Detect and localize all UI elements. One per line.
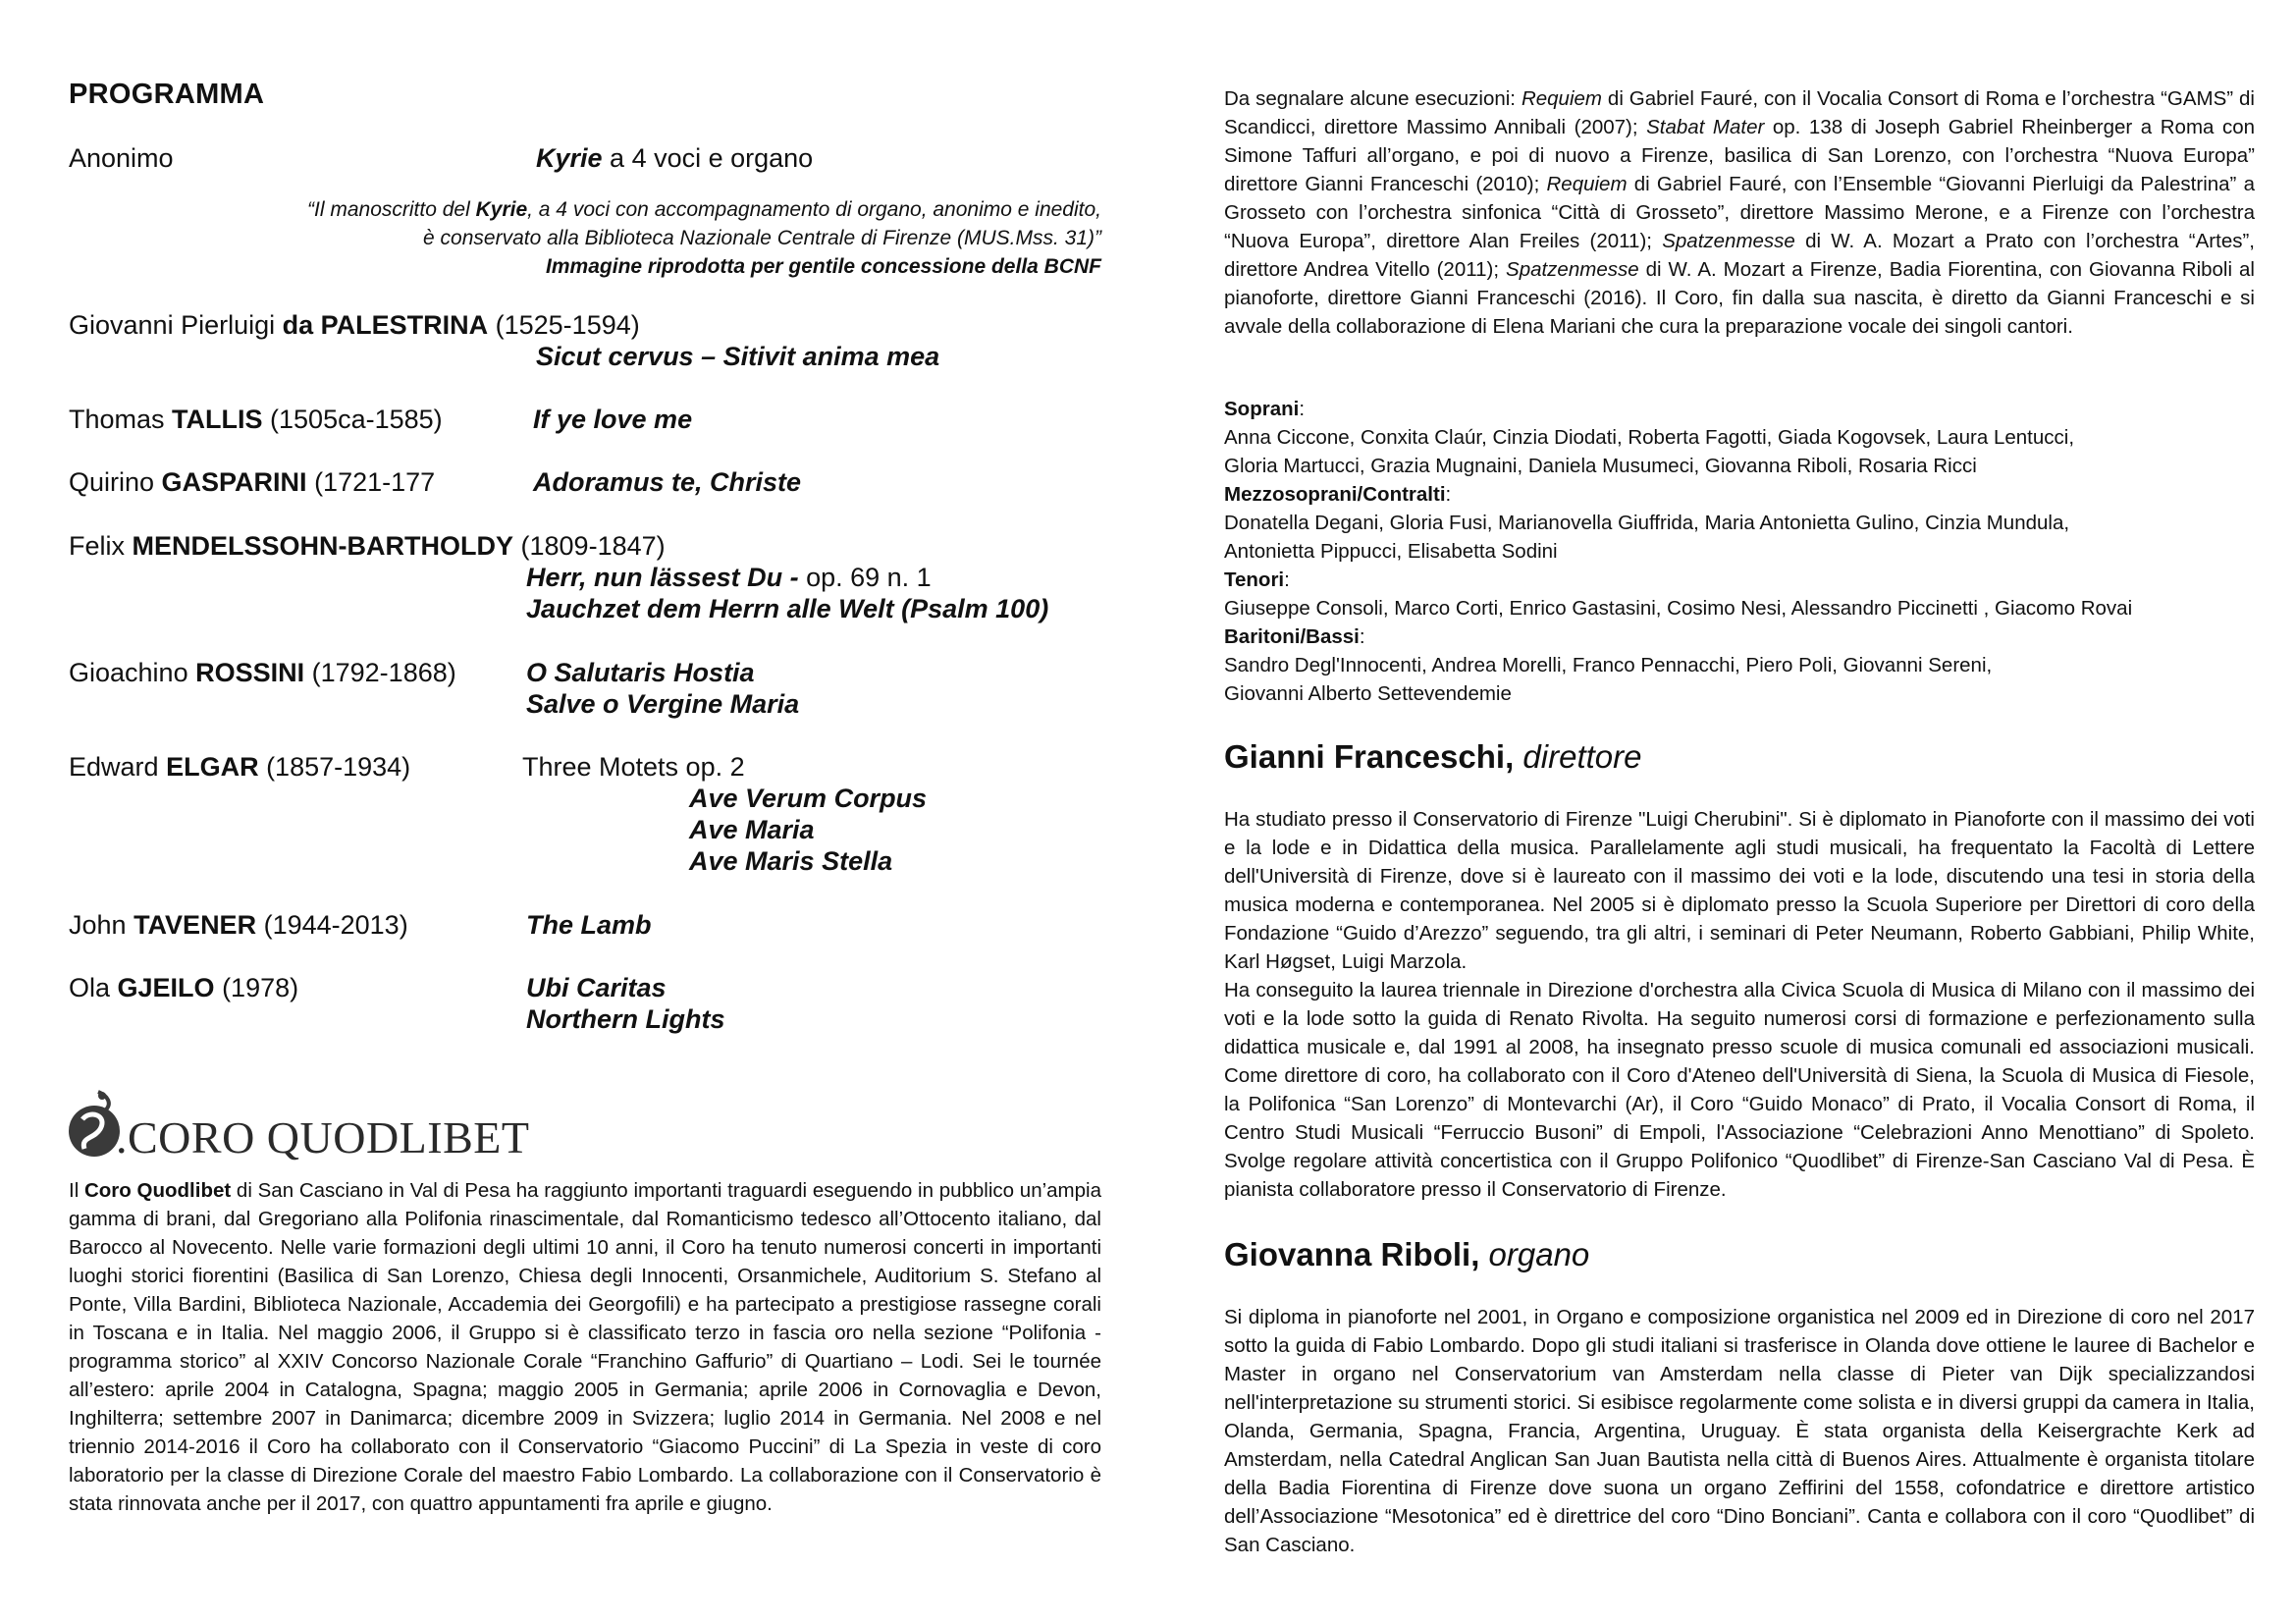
voice-label: Baritoni/Bassi: [1224, 625, 1365, 648]
coro-quodlibet-logo [69, 1090, 530, 1163]
program-item-tavener: John TAVENER (1944-2013) [69, 910, 408, 940]
program-item-gasparini: Quirino GASPARINI (1721-177 [69, 467, 436, 497]
work-title: Ave Verum Corpus [689, 784, 928, 813]
work-title: Salve o Vergine Maria [526, 689, 800, 719]
work-title: Herr, nun lässest Du - op. 69 n. 1 [526, 563, 932, 592]
set-title: Three Motets op. 2 [522, 752, 745, 782]
voice-names: Sandro Degl'Innocenti, Andrea Morelli, Franco Pennacchi, Piero Poli, Giovanni Sereni, [1224, 654, 1993, 676]
note-line: è conservato alla Biblioteca Nazionale Centrale di Firenze (MUS.Mss. 31)” [423, 227, 1101, 249]
program-item-mendelssohn: Felix MENDELSSOHN-BARTHOLDY (1809-1847) [69, 531, 666, 561]
program-item-anonimo [69, 143, 174, 174]
performances-paragraph: Da segnalare alcune esecuzioni: Requiem di Gabriel Fauré, con il Vocalia Consort di Roma e l’orchestra “GAMS” di Scandicci, direttore Massimo Annibali (2007); Stabat Mater op. 138 di Joseph Gabriel Rheinberger a Roma con Simone Taffuri all’organo, e poi di nuovo a Firenze, basilica di San Lorenzo, con l’orchestra “Nuova Europa” direttore Gianni Franceschi (2010); Requiem di Gabriel Fauré, con l’Ensemble “Giovanni Pierluigi da Palestrina” a Grosseto con l’orchestra sinfonica “Città di Grosseto”, direttore Massimo Merone, e a Firenze con l’orchestra “Nuova Europa”, direttore Alan Freiles (2011); Spatzenmesse di W. A. Mozart a Prato con l’orchestra “Artes”, direttore Andrea Vitello (2011); Spatzenmesse di W. A. Mozart a Firenze, Badia Fiorentina, con Giovanna Riboli al pianoforte, direttore Gianni Franceschi (2016). Il Coro, fin dalla sua nascita, è diretto da Gianni Franceschi e si avvale della collaborazione di Elena Mariani che cura la preparazione vocale dei singoli cantori. [1224, 87, 2256, 338]
voice-names: Donatella Degani, Gloria Fusi, Marianovella Giuffrida, Maria Antonietta Gulino, Cinzia Mundula, [1224, 512, 2070, 534]
voice-names: Giuseppe Consoli, Marco Corti, Enrico Gastasini, Cosimo Nesi, Alessandro Piccinetti , Giacomo Rovai [1224, 597, 2133, 620]
voice-names: Antonietta Pippucci, Elisabetta Sodini [1224, 540, 1558, 563]
work-title: The Lamb [526, 910, 652, 940]
work-title: Ave Maris Stella [689, 846, 893, 876]
bio-paragraph: Ha studiato presso il Conservatorio di Firenze "Luigi Cherubini". Si è diplomato in Pianoforte con il massimo dei voti e la lode e in Didattica della musica. Parallelamente agli studi musicali, ha frequentato la Facoltà di Lettere dell'Università di Firenze, dove si è laureato con il massimo dei voti e la lode, discutendo una tesi in storia della musica moderna e contemporanea. Nel 2005 si è diplomato presso la Scuola Superiore per Direttori di coro della Fondazione “Guido d’Arezzo” seguendo, tra gli altri, i seminari di Peter Neumann, Roberto Gabbiani, Philip White, Karl Høgset, Luigi Marzola. [1224, 808, 2255, 973]
riboli-bio: Si diploma in pianoforte nel 2001, in Organo e composizione organistica nel 2009 ed in Direzione di coro nel 2017 sotto la guida di Fabio Lombardo. Dopo gli studi italiani si trasferisce in Olanda dove ottiene le lauree di Bachelor e Master in organo nel Conservatorium van Amsterdam nella classe di Pieter van Dijk specializzandosi nell'interpretazione su strumenti storici. Si esibisce regolarmente come solista e in diversi gruppi da camera in Italia, Olanda, Germania, Spagna, Francia, Argentina, Uruguay. È stata organista della Keisergrachte Kerk ad Amsterdam, nella Catedral Anglican San Juan Bautista nella città di Buenos Aires. Attualmente è organista titolare della Badia Fiorentina di Firenze dove suona un organo Zeffirini del 1558, cofondatrice e direttore artistico dell’Associazione “Mesotonica” ed è direttrice del coro “Dino Bonciani”. Canta e collabora con il coro “Quodlibet” di San Casciano. [1224, 1306, 2255, 1556]
program-item-tallis: Thomas TALLIS (1505ca-1585) [69, 405, 443, 434]
voice-names: Giovanni Alberto Settevendemie [1224, 682, 1512, 705]
composer-name: Anonimo [69, 143, 174, 173]
work-title: Jauchzet dem Herrn alle Welt (Psalm 100) [526, 594, 1049, 623]
program-item-elgar: Edward ELGAR (1857-1934) [69, 752, 411, 782]
program-item-gjeilo: Ola GJEILO (1978) [69, 973, 299, 1002]
voice-label: Soprani: [1224, 398, 1306, 420]
program-heading: PROGRAMMA [69, 79, 265, 110]
manuscript-note [69, 195, 1101, 281]
franceschi-title: Gianni Franceschi, direttore [1224, 738, 1642, 775]
work-title: If ye love me [533, 405, 693, 434]
bio-paragraph: Ha conseguito la laurea triennale in Direzione d'orchestra alla Civica Scuola di Musica di Milano con il massimo dei voti e la lode sotto la guida di Renato Rivolta. Ha seguito numerosi corsi di formazione e perfezionamento sulla didattica musicale e, dal 1991 al 2008, ha insegnato presso scuole di musica comunali ed associazioni musicali. Come direttore di coro, ha collaborato con il Coro d'Ateneo dell'Università di Siena, la Scuola di Musica di Fiesole, la Polifonica “San Lorenzo” di Montevarchi (Ar), il Coro “Guido Monaco” di Prato, il Vocalia Consort di Roma, il Centro Studi Musicali “Ferruccio Busoni” di Empoli, l'Associazione “Celebrazioni Anno Menottiano” di Spoleto. Svolge regolare attività concertistica con il Gruppo Polifonico “Quodlibet” di Firenze-San Casciano Val di Pesa. È pianista collaboratore presso il Conservatorio di Firenze. [1224, 979, 2255, 1201]
voice-label: Mezzosoprani/Contralti: [1224, 483, 1452, 506]
note-credit: Immagine riprodotta per gentile concessione della BCNF [546, 255, 1101, 278]
voice-names: Gloria Martucci, Grazia Mugnaini, Daniela Musumeci, Giovanna Riboli, Rosaria Ricci [1224, 455, 1977, 477]
voice-names: Anna Ciccone, Conxita Claúr, Cinzia Diodati, Roberta Fagotti, Giada Kogovsek, Laura Lentucci, [1224, 426, 2075, 449]
franceschi-bio [1224, 805, 2255, 1204]
work-title: Ave Maria [689, 815, 815, 844]
note-line: “Il manoscritto del Kyrie, a 4 voci con accompagnamento di organo, anonimo e inedito, [307, 198, 1101, 221]
work-title: Ubi Caritas [526, 973, 667, 1002]
program-item-rossini: Gioachino ROSSINI (1792-1868) [69, 658, 456, 687]
work-title: Kyrie a 4 voci e organo [536, 143, 814, 173]
coro-description: Il Coro Quodlibet di San Casciano in Val di Pesa ha raggiunto importanti traguardi eseguendo in pubblico un’ampia gamma di brani, dal Gregoriano alla Polifonia rinascimentale, dal Romanticismo tedesco all’Ottocento italiano, dal Barocco al Novecento. Nelle varie formazioni degli ultimi 10 anni, il Coro ha tenuto numerosi concerti in importanti luoghi storici fiorentini (Basilica di San Lorenzo, Chiesa degli Innocenti, Orsanmichele, Auditorium S. Stefano al Ponte, Villa Bardini, Biblioteca Nazionale, Accademia dei Georgofili) e ha partecipato a prestigiose rassegne corali in Toscana e in Italia. Nel maggio 2006, il Gruppo si è classificato terzo in fascia oro nella sezione “Polifonia - programma storico” al XXIV Concorso Nazionale Corale “Franchino Gaffurio” di Quartiano – Lodi. Sei le tournée all’estero: aprile 2004 in Catalogna, Spagna; maggio 2005 in Germania; aprile 2006 in Cornovaglia e Devon, Inghilterra; settembre 2007 in Danimarca; dicembre 2009 in Svizzera; luglio 2014 in Germania. Nel 2008 e nel triennio 2014-2016 il Coro ha collaborato con il Conservatorio “Giacomo Puccini” di La Spezia in veste di coro laboratorio per la classe di Direzione Corale del maestro Fabio Lombardo. La collaborazione con il Conservatorio è stata rinnovata anche per il 2017, con quattro appuntamenti fra aprile e giugno. [69, 1179, 1101, 1515]
work-title: Adoramus te, Christe [533, 467, 802, 497]
voice-label: Tenori: [1224, 568, 1290, 591]
choir-roster [1224, 395, 2255, 708]
riboli-title: Giovanna Riboli, organo [1224, 1236, 1590, 1272]
work-title: Northern Lights [526, 1004, 725, 1034]
work-title: O Salutaris Hostia [526, 658, 755, 687]
work-title: Sicut cervus – Sitivit anima mea [536, 342, 940, 371]
program-item-palestrina: Giovanni Pierluigi da PALESTRINA (1525-1594) [69, 310, 640, 340]
logo-text: .CORO QUODLIBET [116, 1112, 530, 1163]
